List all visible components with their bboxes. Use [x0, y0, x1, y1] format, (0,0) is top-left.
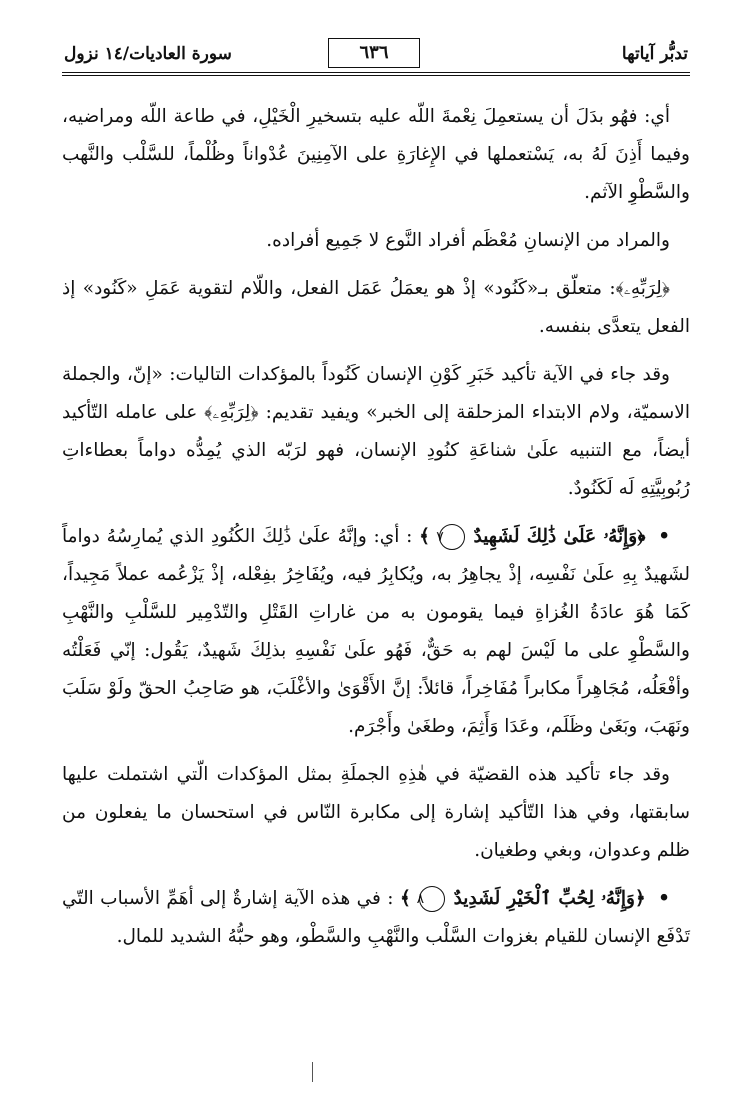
paragraph-7: [62, 880, 690, 956]
paragraph-2: والمراد من الإنسانِ مُعْظَم أفراد النَّوع لا جَمِيع أفراده.: [266, 230, 670, 251]
book-title: تدبُّر آياتها: [621, 44, 688, 64]
ayah-number-icon: ٨: [419, 886, 445, 912]
surah-info: سورة العاديات/١٤ نزول: [64, 44, 232, 64]
paragraph-3: ﴿لِرَبِّهِۦ﴾: متعلّق بـ«كَنُود» إذْ هو يعمَلُ عَمَل الفعل، واللّام لتقوية عَمَلِ «كَنُود» إذ الفعل يتعدَّى بنفسه.: [62, 278, 690, 337]
bullet-marker: •: [658, 526, 671, 547]
page-number: ٦٣٦: [328, 38, 420, 68]
page-body: [62, 98, 690, 956]
page: [62, 36, 690, 1086]
paragraph-6: وقد جاء تأكيد هذه القضيّة في هٰذِهِ الجملَةِ بمثل المؤكدات الّتي اشتملت عليها سابقتها، وفي هذا التّأكيد إشارة إلى مكابرة النّاس في استحسان ما يفعلون من ظلم وعدوان، وبغي وطغيان.: [62, 764, 690, 861]
ayah-close-bracket: ﴾: [419, 526, 430, 547]
ayah-close-bracket: ﴾: [399, 888, 411, 909]
paragraph-5-text: : أي: وإنَّهُ علَىٰ ذَٰلِكَ الكُنُودِ الذي يُمارِسُهُ دواماً لشَهيدٌ بِهِ علَىٰ نَفْسِه، إذْ يجاهِرُ به، ويُكابِرُ فيه، ويُفَاخِرُ بفِعْله، إذْ يَزْعُمه عملاً مَجِيداً، كَمَا هُوَ عادَةُ الغُزاةِ فيما يقومون به من غاراتِ القَتْلِ والتّدْمِير للسَّلْبِ والنَّهْبِ والسَّطْوِ على ما لَيْسَ لهم به حَقٌّ، فَهُو علَىٰ نَفْسِهِ بذلِكَ شَهيدٌ، يَقُول: إنّي فَعَلْتُه وأفْعَلُه، مُجَاهِراً مكابراً مُفَاخِراً، قائلاً: إنَّ الأَقْوَىٰ والأغْلَبَ، هو صَاحِبُ الحقّ ولَوْ سَلَبَ ونَهَبَ، وبَغَىٰ وظَلَم، وعَدَا وَأَثِمَ، وطغَىٰ وأَجْرَم.: [62, 526, 690, 737]
paragraph-5: [62, 518, 690, 746]
ayah-number-icon: ٧: [439, 524, 465, 550]
ayah-text: ﴿وَإِنَّهُۥ لِحُبِّ ٱلْخَيْرِ لَشَدِيدٌ: [453, 888, 646, 909]
paragraph-4: وقد جاء في الآية تأكيد خَبَرِ كَوْنِ الإنسان كَنُوداً بالمؤكدات التاليات: «إنّ، والجملة الاسميّة، ولام الابتداء المزحلقة إلى الخبر» ويفيد تقديم: ﴿لِرَبِّهِۦ﴾ على عامله التّأكيد أيضاً، مع التنبيه علَىٰ شناعَةِ كنُودِ الإنسان، فهو لرَبّه الذي يُمِدُّه دواماً بعطاءاتِ رُبُوبِيَّتِهِ لَه لَكَنُودٌ.: [62, 364, 690, 499]
bullet-marker: •: [658, 888, 670, 909]
paragraph-7-text: : في هذه الآية إشارةٌ إلى أهَمِّ الأسباب التّي تَدْفَع الإنسان للقيام بغزوات السَّلْب والنَّهْبِ والسَّطْو، وهو حبُّهُ الشديد للمال.: [62, 888, 690, 947]
paragraph-1: أي: فهُو بدَلَ أن يستعمِلَ نِعْمةَ اللّه عليه بتسخيرِ الْخَيْلِ، في طاعة اللّه ومراضيه، وفيما أَذِنَ لَهُ به، يَسْتعملها في الإِغارَةِ على الآمِنِينَ عُدْواناً وظُلْماً، للسَّلْب والنَّهب والسَّطْوِ الآثم.: [62, 106, 690, 203]
footer-divider: [312, 1062, 313, 1082]
ayah-text: ﴿وَإِنَّهُۥ عَلَىٰ ذَٰلِكَ لَشَهِيدٌ: [473, 526, 646, 547]
page-header: [62, 36, 690, 76]
header-divider: [62, 72, 690, 73]
header-divider-thin: [62, 75, 690, 76]
